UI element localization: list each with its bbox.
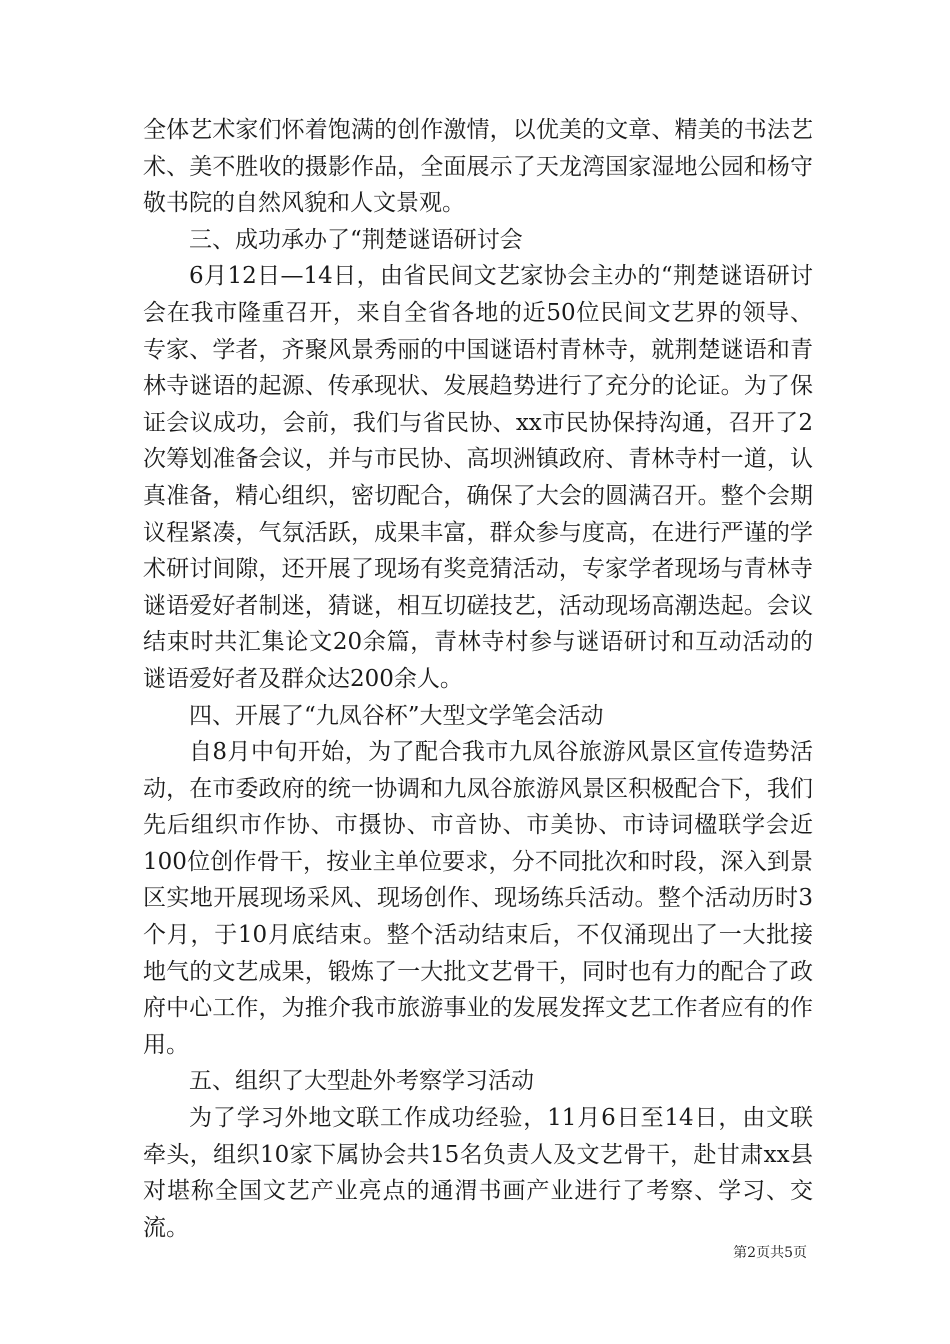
paragraph-literary-event: 自8月中旬开始，为了配合我市九凤谷旅游风景区宣传造势活动，在市委政府的统一协调和九凤谷旅游风景区积极配合下，我们先后组织市作协、市摄协、市音协、市美协、市诗词楹联学会近100位创作骨干，按业主单位要求，分不同批次和时段，深入到景区实地开展现场采风、现场创作、现场练兵活动。整个活动历时3个月，于10月底结束。整个活动结束后，不仅涌现出了一大批接地气的文艺成果，锻炼了一大批文艺骨干，同时也有力的配合了政府中心工作，为推介我市旅游事业的发展发挥文艺工作者应有的作用。 bbox=[143, 739, 813, 1058]
document-body bbox=[143, 112, 813, 1246]
section-heading-four: 四、开展了“九凤谷杯”大型文学笔会活动 bbox=[189, 702, 604, 729]
paragraph-study-tour: 为了学习外地文联工作成功经验，11月6日至14日，由文联牵头，组织10家下属协会共15名负责人及文艺骨干，赴甘肃xx县对堪称全国文艺产业亮点的通渭书画产业进行了考察、学习、交流。 bbox=[143, 1105, 813, 1241]
paragraph-continuation: 全体艺术家们怀着饱满的创作激情，以优美的文章、精美的书法艺术、美不胜收的摄影作品，全面展示了天龙湾国家湿地公园和杨守敬书院的自然风貌和人文景观。 bbox=[143, 117, 813, 217]
section-heading-five: 五、组织了大型赴外考察学习活动 bbox=[189, 1068, 534, 1095]
page-number: 第2页共5页 bbox=[733, 1245, 807, 1261]
section-heading-three: 三、成功承办了“荆楚谜语研讨会 bbox=[189, 226, 523, 253]
paragraph-riddle-seminar: 6月12日—14日，由省民间文艺家协会主办的“荆楚谜语研讨会在我市隆重召开，来自全省各地的近50位民间文艺界的领导、专家、学者，齐聚风景秀丽的中国谜语村青林寺，就荆楚谜语和青林寺谜语的起源、传承现状、发展趋势进行了充分的论证。为了保证会议成功，会前，我们与省民协、xx市民协保持沟通，召开了2次筹划准备会议，并与市民协、高坝洲镇政府、青林寺村一道，认真准备，精心组织，密切配合，确保了大会的圆满召开。整个会期议程紧凑，气氛活跃，成果丰富，群众参与度高，在进行严谨的学术研讨间隙，还开展了现场有奖竞猜活动，专家学者现场与青林寺谜语爱好者制迷，猜谜，相互切磋技艺，活动现场高潮迭起。会议结束时共汇集论文20余篇，青林寺村参与谜语研讨和互动活动的谜语爱好者及群众达200余人。 bbox=[143, 263, 813, 692]
